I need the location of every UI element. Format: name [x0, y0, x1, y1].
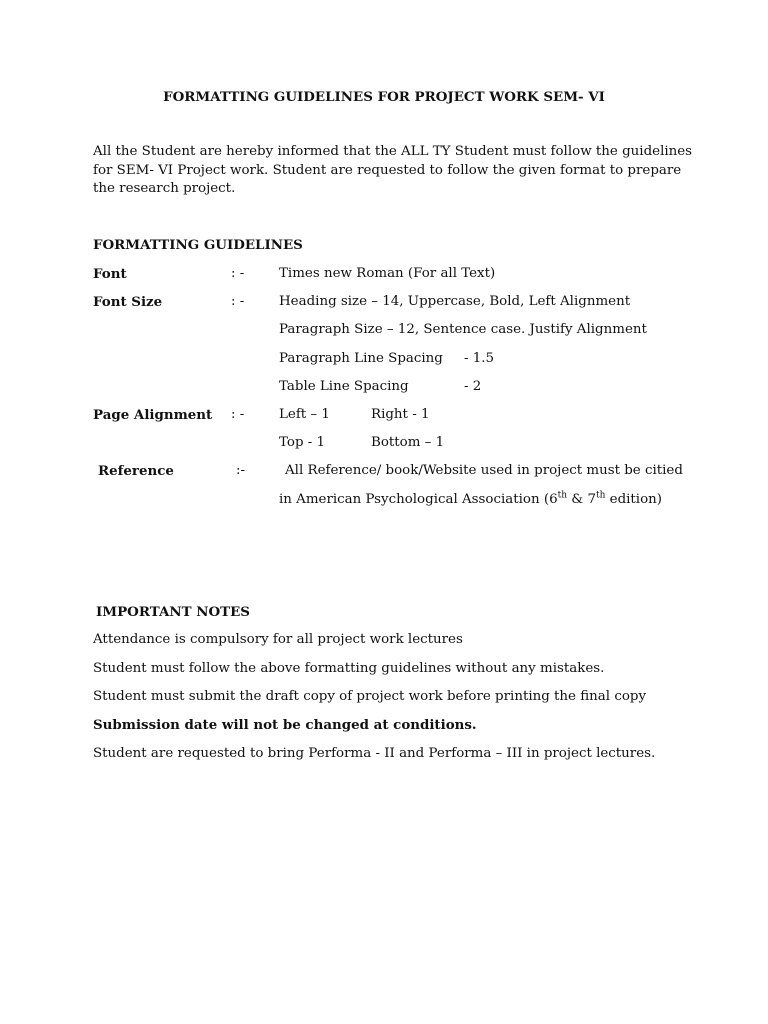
page-alignment-separator: : -	[231, 407, 245, 422]
document-title: FORMATTING GUIDELINES FOR PROJECT WORK SEM- VI	[163, 89, 605, 105]
table-line-spacing-amount: - 2	[464, 379, 482, 394]
superscript-th: th	[557, 490, 568, 501]
paragraph-size-value: Paragraph Size – 12, Sentence case. Justify Alignment	[279, 322, 647, 337]
reference-value-line-1: All Reference/ book/Website used in project must be citied	[285, 463, 683, 478]
font-value: Times new Roman (For all Text)	[279, 266, 496, 281]
note-item-bold: Submission date will not be changed at conditions.	[93, 717, 477, 733]
superscript-th: th	[595, 490, 606, 501]
notes-heading: IMPORTANT NOTES	[96, 604, 250, 620]
guidelines-heading: FORMATTING GUIDELINES	[93, 237, 303, 253]
reference-separator: :-	[236, 463, 246, 478]
reference-prefix: in American Psychological Association (6	[279, 492, 558, 507]
table-line-spacing-name: Table Line Spacing	[279, 379, 409, 394]
reference-mid: & 7	[567, 492, 596, 507]
intro-line: the research project.	[93, 181, 236, 196]
intro-line: for SEM- VI Project work. Student are requested to follow the given format to prepare	[93, 162, 682, 178]
font-label: Font	[93, 266, 127, 282]
reference-suffix: edition)	[605, 492, 663, 507]
note-item: Attendance is compulsory for all project work lectures	[93, 632, 463, 647]
intro-paragraph	[93, 143, 693, 199]
margin-left-value: Left – 1	[279, 407, 330, 422]
font-size-label: Font Size	[93, 294, 163, 310]
page-alignment-label: Page Alignment	[93, 407, 213, 423]
intro-line: All the Student are hereby informed that the ALL TY Student must follow the guidelines	[93, 144, 693, 159]
paragraph-line-spacing-name: Paragraph Line Spacing	[279, 351, 443, 366]
paragraph-line-spacing-amount: - 1.5	[464, 351, 495, 366]
font-size-separator: : -	[231, 294, 245, 309]
margin-bottom-value: Bottom – 1	[371, 435, 445, 450]
font-separator: : -	[231, 266, 245, 281]
reference-value-line-2	[279, 491, 662, 509]
heading-size-value: Heading size – 14, Uppercase, Bold, Left Alignment	[279, 294, 631, 309]
reference-label: Reference	[98, 463, 174, 479]
margin-top-value: Top - 1	[279, 435, 326, 450]
note-item: Student are requested to bring Performa - II and Performa – III in project lectures.	[93, 746, 656, 761]
margin-right-value: Right - 1	[371, 407, 430, 422]
note-item: Student must submit the draft copy of project work before printing the final copy	[93, 689, 647, 704]
note-item: Student must follow the above formatting guidelines without any mistakes.	[93, 661, 605, 676]
